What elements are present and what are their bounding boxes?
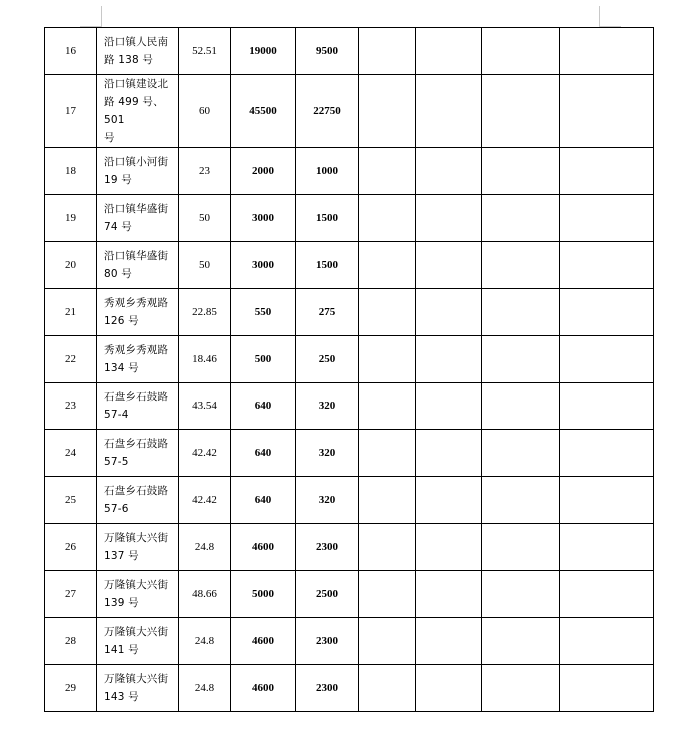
value-cell: 550 [231,289,296,336]
table-row [45,28,654,75]
empty-cell [560,289,654,336]
value-cell: 1000 [296,148,359,195]
empty-cell [560,195,654,242]
empty-cell [560,571,654,618]
empty-cell [359,383,416,430]
empty-cell [359,148,416,195]
empty-cell [482,336,560,383]
value-cell: 320 [296,383,359,430]
value-cell: 320 [296,477,359,524]
value-cell: 4600 [231,665,296,712]
address-line: 路 499 号、501 [104,96,164,126]
empty-cell [416,524,482,571]
page-margin-mark [599,6,600,26]
area-cell: 60 [179,75,231,148]
area-cell: 24.8 [179,665,231,712]
address-cell [97,289,179,336]
value-cell: 4600 [231,524,296,571]
area-cell: 23 [179,148,231,195]
empty-cell [359,430,416,477]
empty-cell [359,665,416,712]
value-cell: 320 [296,430,359,477]
value-cell: 2300 [296,665,359,712]
address-cell [97,430,179,477]
address-line: 134 号 [104,362,139,374]
address-line: 139 号 [104,597,139,609]
area-cell: 18.46 [179,336,231,383]
value-cell: 5000 [231,571,296,618]
address-cell [97,571,179,618]
empty-cell [560,430,654,477]
value-cell: 2000 [231,148,296,195]
value-cell: 275 [296,289,359,336]
empty-cell [416,75,482,148]
empty-cell [560,336,654,383]
area-cell: 42.42 [179,477,231,524]
address-line: 万隆镇大兴街 [104,532,169,544]
empty-cell [482,289,560,336]
value-cell: 3000 [231,195,296,242]
value-cell: 2300 [296,524,359,571]
address-line: 57-6 [104,503,129,515]
address-line: 万隆镇大兴街 [104,626,169,638]
address-cell [97,383,179,430]
empty-cell [359,28,416,75]
row-number-cell: 25 [45,477,97,524]
value-cell: 2500 [296,571,359,618]
page-margin-mark [101,6,102,26]
empty-cell [416,242,482,289]
value-cell: 4600 [231,618,296,665]
empty-cell [359,195,416,242]
address-line: 74 号 [104,221,132,233]
value-cell: 2300 [296,618,359,665]
address-cell [97,477,179,524]
address-line: 秀观乡秀观路 [104,297,169,309]
property-table [44,27,654,712]
empty-cell [560,477,654,524]
value-cell: 1500 [296,195,359,242]
row-number-cell: 20 [45,242,97,289]
table-row [45,665,654,712]
row-number-cell: 21 [45,289,97,336]
empty-cell [560,383,654,430]
row-number-cell: 23 [45,383,97,430]
empty-cell [560,242,654,289]
empty-cell [482,195,560,242]
empty-cell [560,524,654,571]
empty-cell [416,148,482,195]
empty-cell [359,289,416,336]
empty-cell [359,477,416,524]
address-line: 万隆镇大兴街 [104,673,169,685]
address-line: 137 号 [104,550,139,562]
table-row [45,75,654,148]
empty-cell [482,28,560,75]
empty-cell [560,148,654,195]
empty-cell [359,75,416,148]
address-line: 石盘乡石鼓路 [104,438,169,450]
empty-cell [560,28,654,75]
address-cell [97,195,179,242]
area-cell: 50 [179,195,231,242]
area-cell: 48.66 [179,571,231,618]
value-cell: 500 [231,336,296,383]
empty-cell [560,618,654,665]
value-cell: 22750 [296,75,359,148]
table-body [45,28,654,712]
row-number-cell: 22 [45,336,97,383]
row-number-cell: 18 [45,148,97,195]
empty-cell [359,524,416,571]
address-line: 路 138 号 [104,54,154,66]
empty-cell [416,665,482,712]
area-cell: 22.85 [179,289,231,336]
value-cell: 9500 [296,28,359,75]
value-cell: 45500 [231,75,296,148]
empty-cell [416,195,482,242]
empty-cell [560,75,654,148]
address-line: 号 [104,132,115,144]
empty-cell [416,618,482,665]
address-line: 沿口镇人民南 [104,36,169,48]
table-row [45,148,654,195]
area-cell: 50 [179,242,231,289]
empty-cell [482,430,560,477]
address-line: 80 号 [104,268,132,280]
row-number-cell: 27 [45,571,97,618]
address-line: 19 号 [104,174,132,186]
table-row [45,618,654,665]
value-cell: 640 [231,430,296,477]
address-cell [97,665,179,712]
address-line: 沿口镇华盛街 [104,203,169,215]
table-row [45,195,654,242]
row-number-cell: 28 [45,618,97,665]
address-line: 57-5 [104,456,129,468]
table-row [45,383,654,430]
area-cell: 42.42 [179,430,231,477]
empty-cell [416,383,482,430]
address-line: 沿口镇华盛街 [104,250,169,262]
empty-cell [482,618,560,665]
table-row [45,289,654,336]
empty-cell [416,289,482,336]
empty-cell [482,383,560,430]
address-cell [97,28,179,75]
area-cell: 24.8 [179,618,231,665]
empty-cell [482,524,560,571]
address-cell [97,242,179,289]
empty-cell [359,571,416,618]
table-row [45,430,654,477]
row-number-cell: 29 [45,665,97,712]
address-line: 万隆镇大兴街 [104,579,169,591]
address-line: 沿口镇建设北 [104,78,169,90]
value-cell: 640 [231,383,296,430]
empty-cell [560,665,654,712]
address-cell [97,75,179,148]
address-line: 沿口镇小河街 [104,156,169,168]
table-row [45,242,654,289]
area-cell: 52.51 [179,28,231,75]
empty-cell [416,430,482,477]
empty-cell [416,571,482,618]
empty-cell [416,477,482,524]
row-number-cell: 19 [45,195,97,242]
area-cell: 24.8 [179,524,231,571]
empty-cell [359,336,416,383]
empty-cell [482,665,560,712]
empty-cell [482,75,560,148]
row-number-cell: 16 [45,28,97,75]
empty-cell [416,336,482,383]
empty-cell [482,477,560,524]
address-cell [97,618,179,665]
row-number-cell: 17 [45,75,97,148]
address-line: 秀观乡秀观路 [104,344,169,356]
area-cell: 43.54 [179,383,231,430]
table-row [45,524,654,571]
table-row [45,477,654,524]
empty-cell [482,242,560,289]
address-line: 126 号 [104,315,139,327]
address-line: 141 号 [104,644,139,656]
address-line: 57-4 [104,409,129,421]
empty-cell [482,148,560,195]
value-cell: 1500 [296,242,359,289]
address-line: 石盘乡石鼓路 [104,485,169,497]
value-cell: 250 [296,336,359,383]
value-cell: 3000 [231,242,296,289]
row-number-cell: 24 [45,430,97,477]
empty-cell [359,242,416,289]
empty-cell [416,28,482,75]
address-cell [97,336,179,383]
empty-cell [359,618,416,665]
address-line: 143 号 [104,691,139,703]
empty-cell [482,571,560,618]
address-cell [97,524,179,571]
value-cell: 640 [231,477,296,524]
address-cell [97,148,179,195]
table-row [45,571,654,618]
row-number-cell: 26 [45,524,97,571]
value-cell: 19000 [231,28,296,75]
table-row [45,336,654,383]
address-line: 石盘乡石鼓路 [104,391,169,403]
